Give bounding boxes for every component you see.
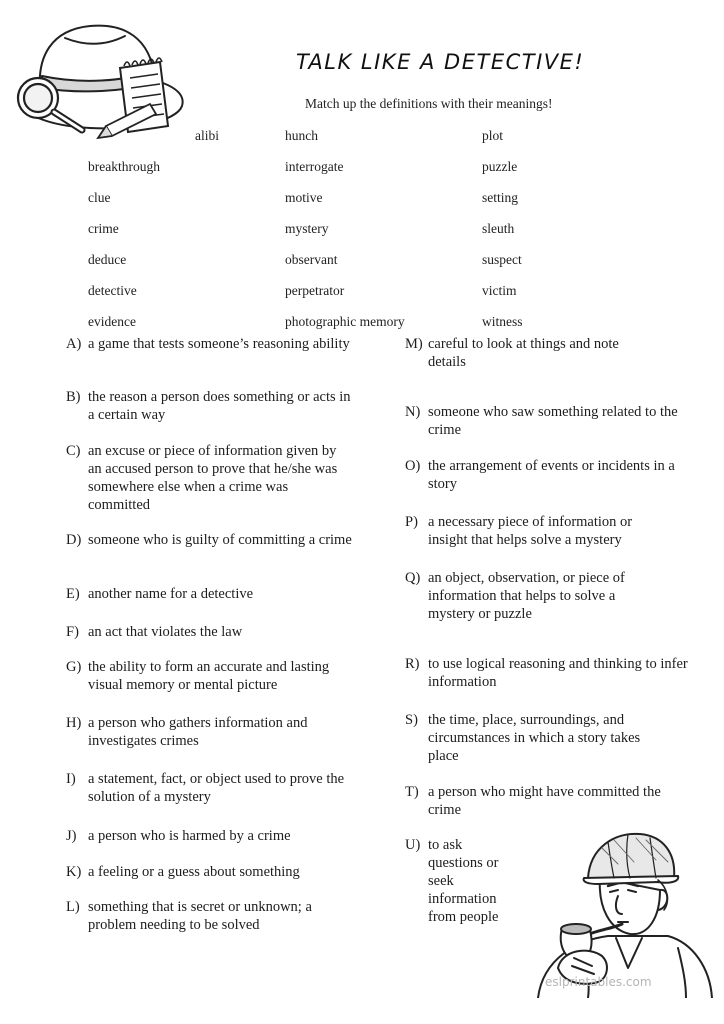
definition-letter: M) [405, 336, 423, 352]
word-bank-item: observant [285, 252, 338, 267]
word-bank-item: detective [88, 283, 137, 298]
definition-letter: A) [66, 336, 82, 352]
word-bank-item: puzzle [482, 159, 518, 174]
definition-item [66, 827, 356, 845]
definition-item [66, 531, 356, 549]
definition-letter: K) [66, 864, 82, 880]
word-bank-item: perpetrator [285, 283, 345, 298]
definition-item [66, 585, 356, 603]
word-bank-item: crime [88, 221, 119, 236]
definition-item [405, 513, 695, 549]
definition-text: to use logical reasoning and thinking to infer information [428, 656, 688, 690]
definition-letter: S) [405, 712, 418, 728]
definition-item [66, 770, 356, 806]
definition-letter: L) [66, 899, 80, 915]
definition-letter: P) [405, 514, 418, 530]
definition-item [405, 836, 525, 926]
definition-text: a feeling or a guess about something [88, 864, 300, 880]
definition-text: to ask questions or seek information from people [428, 837, 499, 925]
definition-item [66, 863, 356, 881]
definition-letter: D) [66, 532, 82, 548]
word-bank-item: suspect [482, 252, 522, 267]
detective-with-pipe-icon [518, 818, 714, 998]
definition-letter: N) [405, 404, 421, 420]
definition-letter: O) [405, 458, 421, 474]
definition-letter: Q) [405, 570, 421, 586]
definition-letter: F) [66, 624, 79, 640]
word-bank-item: victim [482, 283, 517, 298]
definition-text: another name for a detective [88, 586, 254, 602]
definition-text: a person who gathers information and investigates crimes [88, 715, 308, 749]
definition-item [66, 658, 356, 694]
word-bank-item: evidence [88, 314, 136, 329]
definition-item [66, 442, 356, 514]
watermark: eslprintables.com [545, 975, 652, 989]
definition-item [405, 711, 695, 765]
definition-text: an excuse or piece of information given by an accused person to prove that he/she was somewhere else when a crime was committed [88, 443, 338, 513]
definition-text: the ability to form an accurate and lasting visual memory or mental picture [88, 659, 330, 693]
definition-item [405, 569, 695, 623]
definition-item [66, 898, 356, 934]
word-bank-item: witness [482, 314, 523, 329]
word-bank-item: motive [285, 190, 323, 205]
word-bank-item: hunch [285, 128, 318, 143]
definition-text: a statement, fact, or object used to prove the solution of a mystery [88, 771, 345, 805]
definition-text: the reason a person does something or acts in a certain way [88, 389, 351, 423]
definition-item [66, 714, 356, 750]
word-bank-item: breakthrough [88, 159, 160, 174]
definition-text: a person who might have committed the crime [428, 784, 661, 818]
definition-item [405, 655, 695, 691]
definition-item [405, 403, 695, 439]
definition-item [405, 783, 695, 819]
worksheet-title: TALK LIKE A DETECTIVE! [296, 50, 585, 74]
word-bank-item: deduce [88, 252, 127, 267]
word-bank-item: plot [482, 128, 504, 143]
word-bank-item: setting [482, 190, 518, 205]
detective-hat-magnifier-notepad-icon [10, 18, 190, 143]
definition-item [66, 623, 356, 641]
definition-item [66, 388, 356, 424]
definition-text: the arrangement of events or incidents in a story [428, 458, 675, 492]
definition-letter: I) [66, 771, 76, 787]
definition-item [405, 457, 695, 493]
word-bank-item: mystery [285, 221, 329, 236]
word-bank-item: clue [88, 190, 111, 205]
definition-text: careful to look at things and note details [428, 336, 619, 370]
definition-letter: R) [405, 656, 420, 672]
definition-text: an object, observation, or piece of information that helps to solve a mystery or puzzle [428, 570, 625, 622]
word-bank-item: sleuth [482, 221, 515, 236]
definition-item [66, 335, 356, 353]
word-bank-item: alibi [195, 128, 219, 143]
definition-item [405, 335, 695, 371]
definition-letter: C) [66, 443, 81, 459]
definition-text: someone who is guilty of committing a crime [88, 532, 352, 548]
definition-text: a necessary piece of information or insight that helps solve a mystery [428, 514, 633, 548]
word-bank-item: photographic memory [285, 314, 405, 329]
definition-text: the time, place, surroundings, and circumstances in which a story takes place [428, 712, 641, 764]
definition-letter: H) [66, 715, 82, 731]
word-bank-item: interrogate [285, 159, 344, 174]
definition-text: an act that violates the law [88, 624, 243, 640]
worksheet-subtitle: Match up the definitions with their meanings! [305, 96, 553, 111]
definition-letter: E) [66, 586, 80, 602]
definition-letter: T) [405, 784, 419, 800]
definition-letter: B) [66, 389, 81, 405]
definition-text: a game that tests someone’s reasoning ability [88, 336, 350, 352]
definition-text: a person who is harmed by a crime [88, 828, 291, 844]
definition-letter: U) [405, 837, 421, 853]
definition-text: someone who saw something related to the crime [428, 404, 678, 438]
definition-letter: G) [66, 659, 82, 675]
definition-letter: J) [66, 828, 77, 844]
definition-text: something that is secret or unknown; a problem needing to be solved [88, 899, 312, 933]
